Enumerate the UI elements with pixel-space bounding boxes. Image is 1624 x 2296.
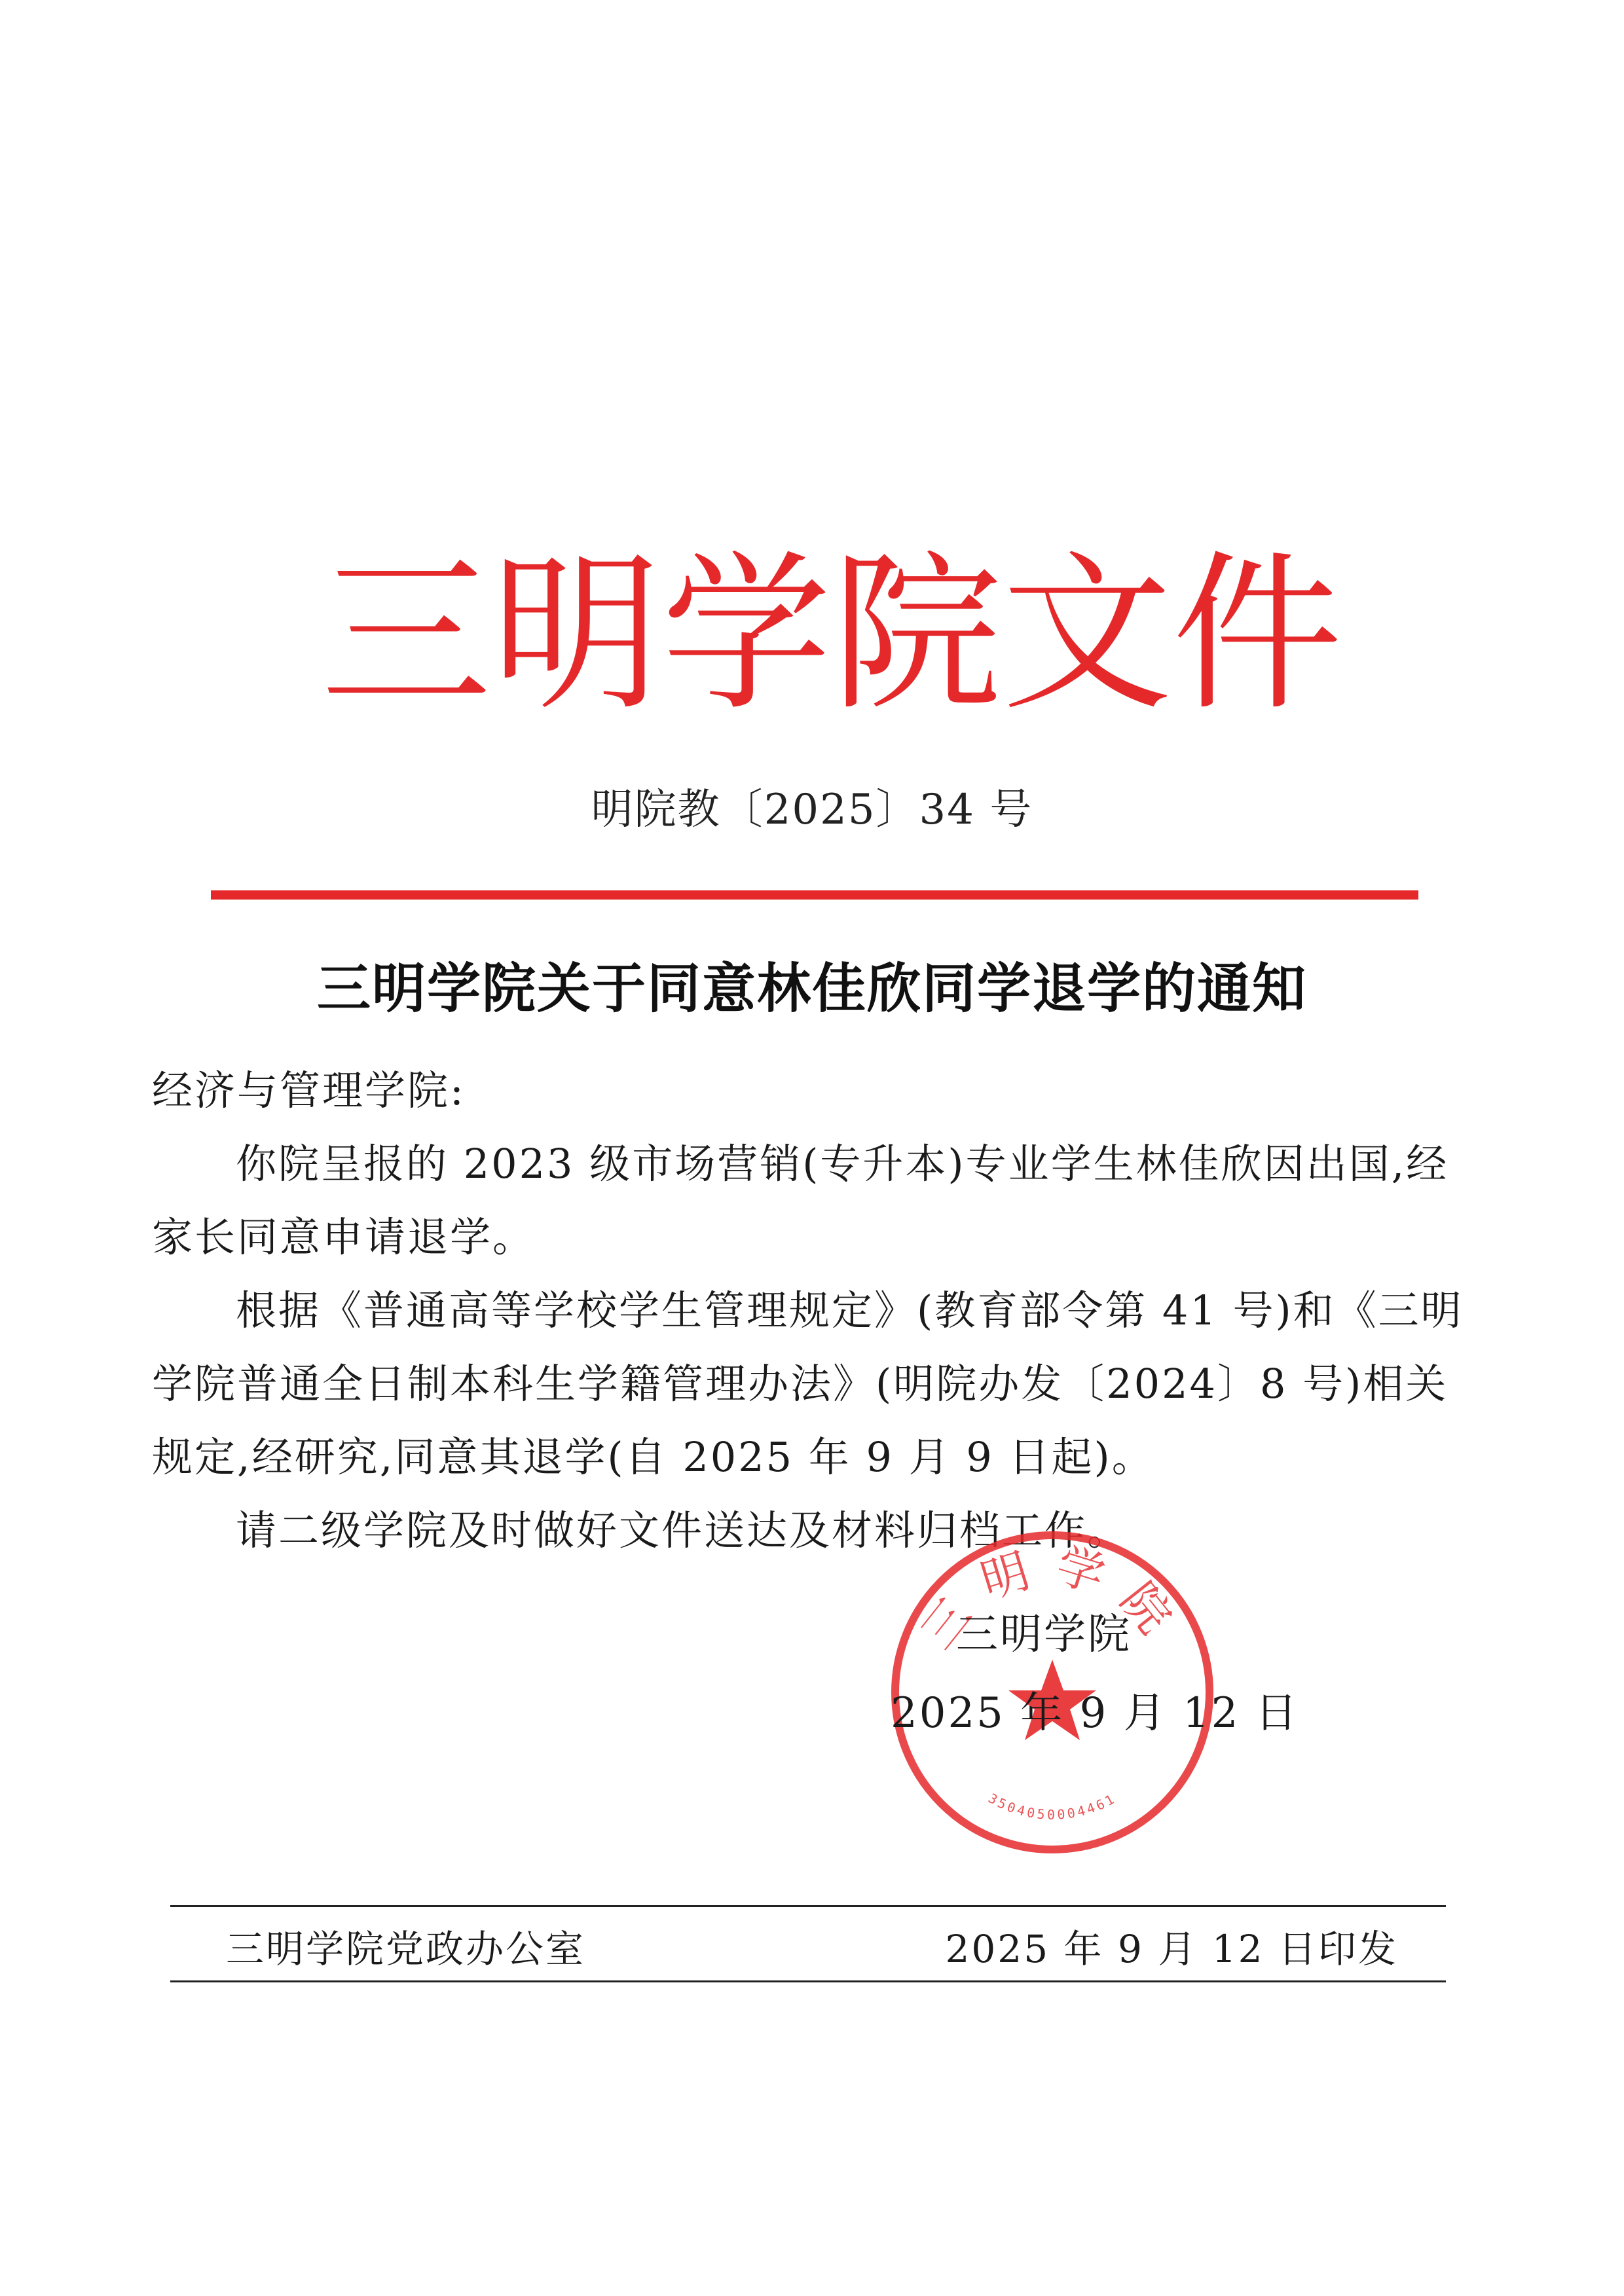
body-paragraph: 根据《普通高等学校学生管理规定》(教育部令第 41 号)和《三明学院普通全日制本科生学籍管理办法》(明院办发〔2024〕8 号)相关规定,经研究,同意其退学(自 2025 年 9 月 9 日起)。 [152,1286,1464,1481]
notice-body [152,1054,1468,1567]
header-title-char: 明 [491,536,661,734]
seal-arc-text: 三明学院 [910,1537,1195,1660]
header-title-char: 学 [661,536,832,734]
red-divider [211,890,1418,900]
addressee: 经济与管理学院: [152,1066,466,1114]
signature-date: 2025 年 9 月 12 日 [891,1689,1299,1738]
footer-top-rule [170,1905,1446,1907]
header-title-char: 文 [1002,536,1172,734]
footer-issue-date: 2025 年 9 月 12 日印发 [945,1927,1398,1971]
document-number: 明院教〔2025〕34 号 [591,786,1033,834]
document-header-title [321,536,1342,734]
footer-bottom-rule [170,1980,1446,1982]
header-title-char: 件 [1172,536,1342,734]
footer-issuer: 三明学院党政办公室 [226,1927,586,1971]
header-title-char: 三 [321,536,491,734]
body-paragraph: 你院呈报的 2023 级市场营销(专升本)专业学生林佳欣因出国,经家长同意申请退学。 [152,1140,1449,1261]
signature-org: 三明学院 [956,1611,1132,1659]
header-title-char: 院 [832,536,1002,734]
seal-serial: 3504050004461 [986,1790,1119,1823]
body-paragraph: 请二级学院及时做好文件送达及材料归档工作。 [236,1506,1130,1554]
notice-title: 三明学院关于同意林佳欣同学退学的通知 [316,958,1307,1020]
